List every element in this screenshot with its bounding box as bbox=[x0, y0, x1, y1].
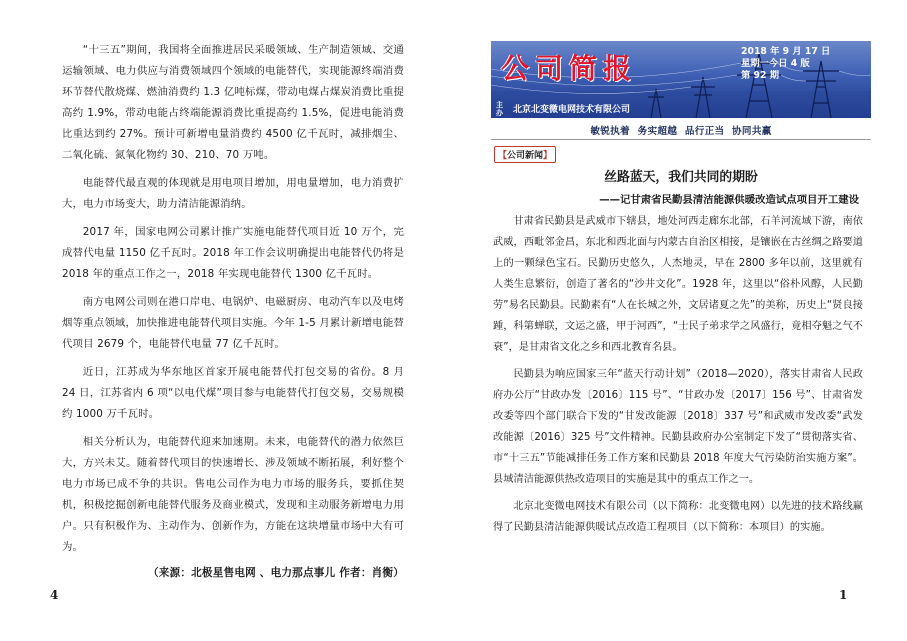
issue-number: 第 92 期 bbox=[741, 70, 780, 81]
left-paragraph-2: 电能替代最直观的体现就是用电项目增加，用电量增加，电力消费扩大，电力市场变大，助力清洁能源消纳。 bbox=[62, 177, 404, 210]
right-paragraph-1: 甘肃省民勤县是武威市下辖县，地处河西走廊东北部，石羊河流域下游，南依武威，西毗邻金昌，东北和西北面与内蒙古自治区相接，是镶嵌在古丝绸之路要道上的一颗绿色宝石。民勤历史悠久，人杰地灵，早在 2800 多年以前，这里就有人类生息繁衍，创造了著名的“沙井文化”。1928 年，这里以“俗朴风醇，人民勤劳”易名民勤县。民勤素有“人在长城之外，文居诸夏之先”的美称，历史上“贤良接踵，科第蝉联，文运之盛，甲于河西”，“士民子弟求学之风盛行，竟相夺魁之气不衰”，是甘肃省文化之乡和西北教育名县。 bbox=[493, 216, 863, 353]
motto-item: 品行正当 bbox=[684, 126, 725, 137]
bracket-icon: 】 bbox=[543, 151, 553, 161]
right-article-body bbox=[493, 211, 863, 544]
left-paragraph-4: 南方电网公司则在港口岸电、电锅炉、电磁厨房、电动汽车以及电烤烟等重点领域，加快推进电能替代项目实施。今年 1-5 月累计新增电能替代项目 2679 个，电能替代电量 77 亿千瓦时。 bbox=[62, 296, 404, 350]
article-subtitle: ——记甘肃省民勤县清洁能源供暖改造试点项目开工建设 bbox=[599, 194, 859, 206]
left-paragraph-3: 2017 年，国家电网公司累计推广实施电能替代项目近 10 万个，完成替代电量 1150 亿千瓦时。2018 年工作会议明确提出电能替代仍将是 2018 年的重点工作之一，2018 年实现电能替代 1300 亿千瓦时。 bbox=[62, 226, 404, 280]
left-paragraph-1: “十三五”期间，我国将全面推进居民采暖领域、生产制造领域、交通运输领域、电力供应与消费领域四个领域的电能替代，实现能源终端消费环节替代散烧煤、燃油消费约 1.3 亿吨标煤，带动电煤占煤炭消费比重提高约 1.9%，带动电能占终端能源消费比重提高约 1.5%，促进电能消费比重达到约 27%。预计可新增电量消费约 4500 亿千瓦时，减排烟尘、二氧化硫、氮氧化物约 30、210、70 万吨。 bbox=[62, 44, 404, 161]
motto-item: 协同共赢 bbox=[732, 126, 772, 137]
section-tag bbox=[494, 146, 556, 163]
motto-item: 务实超越 bbox=[637, 126, 678, 137]
masthead-banner bbox=[491, 41, 871, 118]
issue-date: 2018 年 9 月 17 日 bbox=[741, 46, 831, 57]
article-source: （来源：北极星售电网 、电力那点事儿 作者：肖衡） bbox=[147, 567, 404, 579]
company-motto bbox=[491, 123, 871, 137]
right-paragraph-2: 民勤县为响应国家三年“蓝天行动计划”（2018—2020），落实甘肃省人民政府办公厅“甘政办发〔2016〕115 号”、“甘政办发〔2017〕156 号”、甘肃省发改委等四个部门联合下发的“甘发改能源〔2018〕337 号”和武威市发改委“武发改能源〔2016〕325 号”文件精神。民勤县政府办公室制定下发了“贯彻落实省、市“十三五”节能减排任务工作方案和民勤县 2018 年度大气污染防治实施方案”。县域清洁能源供热改造项目的实施是其中的重点工作之一。 bbox=[493, 369, 863, 485]
bracket-icon: 【 bbox=[498, 151, 508, 161]
header-divider bbox=[491, 139, 871, 140]
publisher-name: 北京北变微电网技术有限公司 bbox=[513, 105, 631, 115]
newsletter-title: 公司简报 bbox=[501, 52, 638, 85]
page-number-left: 4 bbox=[50, 588, 59, 602]
motto-item: 敏锐执着 bbox=[590, 126, 630, 137]
right-page bbox=[453, 0, 907, 641]
left-paragraph-6: 相关分析认为，电能替代迎来加速期。未来，电能替代的潜力依然巨大，方兴未艾。随着替代项目的快速增长、涉及领域不断拓展，利好整个电力市场已成不争的共识。售电公司作为电力市场的服务兵，要抓住契机，积极挖掘创新电能替代服务及商业模式，发现和主动服务新增电力用户。只有积极作为、主动作为、创新作为，方能在这块增量市场中大有可为。 bbox=[62, 436, 404, 553]
issue-info bbox=[741, 46, 863, 82]
left-page bbox=[0, 0, 453, 641]
left-paragraph-5: 近日，江苏成为华东地区首家开展电能替代打包交易的省份。8 月 24 日，江苏省内 6 项“以电代煤”项目参与电能替代打包交易，交易规模约 1000 万千瓦时。 bbox=[62, 366, 404, 420]
publisher-label: 主办 bbox=[496, 101, 503, 117]
article-title: 丝路蓝天，我们共同的期盼 bbox=[604, 170, 758, 185]
section-tag-label: 公司新闻 bbox=[507, 151, 544, 161]
issue-weekday-pages: 星期一今日 4 版 bbox=[741, 58, 810, 69]
left-article-body bbox=[62, 40, 404, 580]
page-number-right: 1 bbox=[839, 588, 848, 602]
right-paragraph-3: 北京北变微电网技术有限公司（以下简称：北变微电网）以先进的技术路线赢得了民勤县清洁能源供暖试点改造工程项目（以下简称：本项目）的实施。 bbox=[493, 501, 863, 533]
